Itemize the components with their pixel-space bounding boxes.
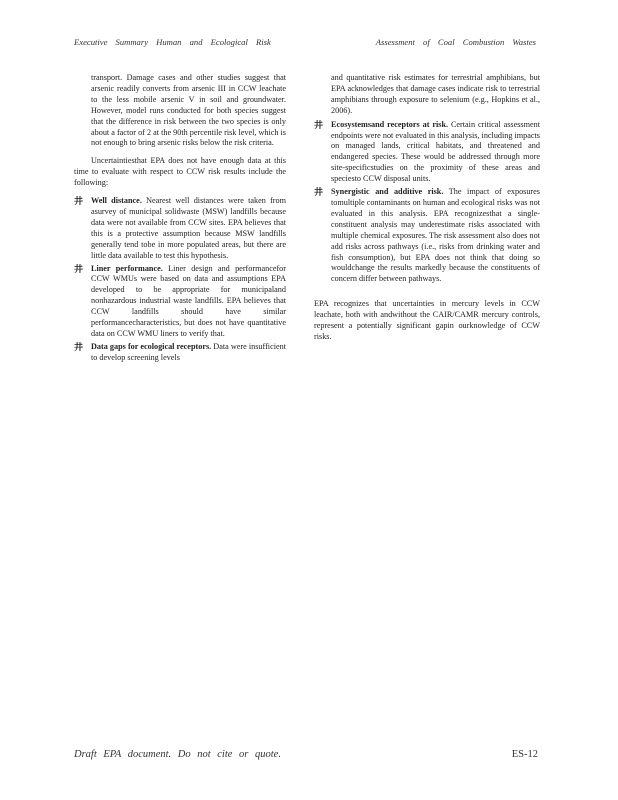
bullet-data-gaps	[74, 342, 286, 364]
bullet-liner-performance	[74, 264, 286, 340]
bullet-mark-icon: 井	[314, 187, 324, 198]
left-column	[74, 73, 286, 366]
bullet-title: Data gaps for ecological receptors.	[91, 341, 212, 351]
footer-disclaimer: Draft EPA document. Do not cite or quote.	[74, 749, 281, 760]
bullet-mark-icon: 井	[74, 263, 84, 274]
bullet-title: Ecosystemsand receptors at risk.	[331, 119, 449, 129]
right-column	[314, 73, 540, 350]
bullet-text: Nearest well distances were taken from asurvey of municipal solidwaste (MSW) landfills because data were not available from CCW sites. EPA believes that this is a protective assumption because MSW landfills generally tend tobe in more populated areas, but there are little data available to test this hypothesis.	[91, 196, 286, 260]
header-right: Assessment of Coal Combustion Wastes	[375, 37, 536, 47]
bullet-mark-icon: 井	[74, 196, 84, 207]
page-number: ES-12	[511, 749, 538, 760]
bullet-text: Certain critical assessment endpoints were not evaluated in this analysis, including impacts on managed lands, critical habitats, and threatened and endangered species. These would be addressed through more site-specificstudies on the proximity of these areas and speciesto CCW disposal units.	[331, 119, 540, 184]
bullet-title: Liner performance.	[91, 263, 163, 273]
closing-paragraph: EPA recognizes that uncertainties in mercury levels in CCW leachate, both with andwithout the CAIR/CAMR mercury controls, represent a potentially significant gapin ourknowledge of CCW risks.	[314, 299, 540, 341]
page-footer	[74, 749, 538, 760]
continuation-paragraph: and quantitative risk estimates for terrestrial amphibians, but EPA acknowledges that damage cases indicate risk to terrestrial amphibians through exposure to selenium (e.g., Hopkins et al., 2006).	[331, 73, 540, 115]
bullet-mark-icon: 井	[314, 119, 324, 130]
bullet-ecosystems	[314, 120, 540, 185]
bullet-well-distance	[74, 196, 286, 261]
running-header	[74, 37, 536, 47]
bullet-synergistic	[314, 187, 540, 285]
bullet-title: Well distance.	[91, 196, 142, 206]
bullet-mark-icon: 井	[74, 341, 84, 352]
bullet-title: Synergistic and additive risk.	[331, 187, 444, 197]
bullet-text: The impact of exposures tomultiple contaminants on human and ecological risks was not evaluated in this analysis. EPA recognizesthat a single-constituent analysis may underestimate risks associated with multiple chemical exposures. The risk assessment also does not add risks across pathways (i.e., risks from drinking water and fish consumption), but EPA does not think that doing so wouldchange the results markedly because the constituents of concern differ between pathways.	[331, 187, 540, 284]
bullet-text: Liner design and performancefor CCW WMUs were based on data and assumptions EPA developed to be appropriate for municipaland nonhazardous industrial waste landfills. EPA believes that CCW landfills should have similar performancecharacteristics, but does not have quantitative data on CCW WMU liners to verify that.	[91, 263, 287, 338]
bullet-text: Data were insufficient to develop screening levels	[91, 341, 286, 362]
header-left: Executive Summary Human and Ecological Risk	[74, 37, 271, 47]
continuation-paragraph: transport. Damage cases and other studies suggest that arsenic readily converts from arsenic III in CCW leachate to the less mobile arsenic V in soil and groundwater. However, model runs conducted for both species suggest that the difference in risk between the two species is only about a factor of 2 at the 90th percentile risk level, which is not enough to bring arsenic risks below the risk criteria.	[91, 73, 286, 148]
uncertainties-intro: Uncertaintiesthat EPA does not have enough data at this time to evaluate with respect to CCW risk results include the following:	[74, 156, 286, 188]
